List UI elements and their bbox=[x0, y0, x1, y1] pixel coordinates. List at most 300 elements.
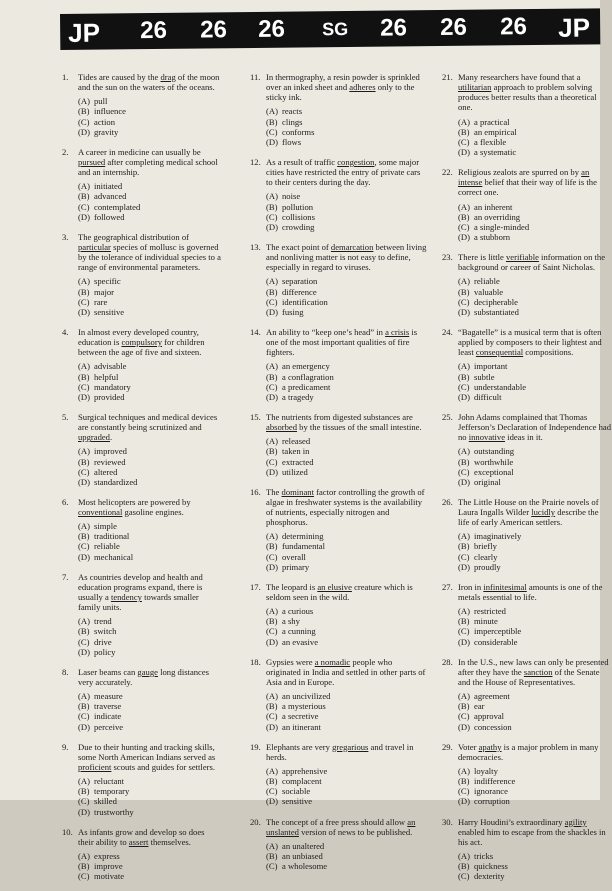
answer-options bbox=[458, 606, 612, 647]
option-text: a conflagration bbox=[282, 371, 334, 382]
option-letter: (B) bbox=[78, 786, 90, 797]
answer-option bbox=[266, 861, 428, 871]
option-letter: (A) bbox=[266, 691, 278, 702]
option-text: pull bbox=[94, 96, 108, 107]
underlined-word: adheres bbox=[349, 82, 376, 93]
answer-option bbox=[266, 202, 428, 212]
answer-option bbox=[458, 222, 612, 232]
answer-option bbox=[458, 297, 612, 307]
option-letter: (A) bbox=[266, 436, 278, 447]
option-text: indifference bbox=[474, 776, 516, 787]
answer-options bbox=[266, 436, 428, 477]
underlined-word: pursued bbox=[78, 156, 106, 167]
answer-option bbox=[78, 382, 222, 392]
answer-option bbox=[458, 606, 612, 616]
answer-option bbox=[458, 776, 612, 786]
question-number: 19. bbox=[250, 741, 261, 752]
question-item bbox=[62, 327, 222, 402]
question-item bbox=[442, 167, 612, 242]
option-letter: (B) bbox=[266, 446, 278, 457]
header-number: 26 bbox=[258, 15, 286, 43]
question-item bbox=[250, 657, 428, 732]
answer-option bbox=[458, 701, 612, 711]
header-number: 26 bbox=[380, 14, 408, 42]
question-number: 13. bbox=[250, 241, 261, 252]
answer-option bbox=[458, 861, 612, 871]
option-text: minute bbox=[474, 616, 498, 627]
option-text: indicate bbox=[94, 711, 122, 722]
answer-options bbox=[458, 202, 612, 243]
option-letter: (D) bbox=[458, 796, 470, 807]
question-item bbox=[62, 667, 222, 732]
answer-option bbox=[458, 382, 612, 392]
option-letter: (B) bbox=[78, 191, 90, 202]
question-item bbox=[442, 657, 612, 732]
option-text: trend bbox=[94, 616, 112, 627]
underlined-word: gauge bbox=[137, 666, 158, 677]
question-text-after: compositions. bbox=[523, 347, 574, 358]
option-text: traverse bbox=[94, 701, 122, 712]
option-text: released bbox=[282, 436, 311, 447]
option-text: concession bbox=[474, 721, 512, 732]
question-item bbox=[250, 742, 428, 807]
answer-option bbox=[458, 796, 612, 806]
option-letter: (C) bbox=[458, 136, 470, 147]
option-letter: (A) bbox=[458, 276, 470, 287]
question-item bbox=[250, 72, 428, 147]
answer-options bbox=[266, 841, 428, 871]
question-text bbox=[266, 157, 428, 187]
answer-option bbox=[78, 457, 222, 467]
option-text: separation bbox=[282, 276, 318, 287]
question-item bbox=[250, 412, 428, 477]
underlined-word: tendency bbox=[110, 592, 142, 603]
option-text: reluctant bbox=[94, 776, 125, 787]
answer-option bbox=[266, 626, 428, 636]
question-text bbox=[78, 412, 222, 442]
option-text: an evasive bbox=[282, 636, 319, 647]
question-text bbox=[458, 582, 612, 602]
question-item bbox=[62, 827, 222, 882]
answer-option bbox=[78, 117, 222, 127]
option-text: skilled bbox=[94, 796, 117, 807]
option-text: considerable bbox=[474, 636, 518, 647]
question-text-after: version of news to be published. bbox=[298, 826, 413, 837]
question-text bbox=[458, 412, 612, 442]
question-text-before: Laser beams can bbox=[78, 666, 138, 677]
answer-option bbox=[458, 691, 612, 701]
question-text-before: An ability to “keep one’s head” in bbox=[266, 326, 386, 337]
option-letter: (D) bbox=[266, 721, 278, 732]
question-text-after: belief that their way of life is the correct one. bbox=[458, 177, 597, 198]
answer-option bbox=[458, 276, 612, 286]
question-number: 15. bbox=[250, 411, 261, 422]
question-text-before: In almost every developed country, education is bbox=[78, 326, 199, 348]
option-text: trustworthy bbox=[94, 806, 134, 817]
question-text-before: Most helicopters are powered by bbox=[78, 496, 191, 507]
option-text: an empirical bbox=[474, 126, 517, 137]
question-text-before: A career in medicine can usually be bbox=[78, 146, 201, 157]
answer-option bbox=[458, 786, 612, 796]
option-letter: (D) bbox=[458, 476, 470, 487]
question-number: 22. bbox=[442, 167, 453, 178]
option-letter: (D) bbox=[266, 796, 278, 807]
question-text bbox=[458, 657, 612, 687]
question-item bbox=[442, 817, 612, 882]
question-number: 18. bbox=[250, 656, 261, 667]
option-letter: (D) bbox=[78, 806, 90, 817]
option-letter: (B) bbox=[458, 616, 470, 627]
answer-option bbox=[266, 701, 428, 711]
question-item bbox=[250, 242, 428, 317]
option-text: influence bbox=[94, 106, 126, 117]
option-text: noise bbox=[282, 191, 301, 202]
underlined-word: infinitesimal bbox=[483, 581, 527, 592]
option-letter: (C) bbox=[78, 711, 90, 722]
answer-option bbox=[266, 361, 428, 371]
question-item bbox=[442, 252, 612, 317]
question-text-before: “Bagatelle” is a musical term that is often applied by composers to their lightest and least bbox=[458, 326, 602, 358]
option-letter: (D) bbox=[266, 221, 278, 232]
option-letter: (C) bbox=[458, 381, 470, 392]
option-text: an inherent bbox=[474, 201, 513, 212]
option-text: reviewed bbox=[94, 456, 126, 467]
header-jp: JP bbox=[68, 17, 101, 48]
answer-options bbox=[78, 96, 222, 137]
header-number: 26 bbox=[200, 16, 228, 44]
column-1 bbox=[62, 72, 222, 891]
option-text: contemplated bbox=[94, 201, 141, 212]
option-text: proudly bbox=[474, 561, 501, 572]
answer-option bbox=[78, 722, 222, 732]
option-letter: (A) bbox=[458, 851, 470, 861]
answer-options bbox=[458, 117, 612, 158]
underlined-word: sanction bbox=[523, 666, 553, 677]
option-letter: (B) bbox=[266, 116, 278, 127]
question-text bbox=[458, 497, 612, 527]
question-text-after: approach to problem solving produces better results than a theoretical one. bbox=[458, 82, 597, 113]
option-letter: (C) bbox=[78, 541, 90, 552]
answer-option bbox=[458, 616, 612, 626]
underlined-word: absorbed bbox=[266, 422, 298, 433]
underlined-word: innovative bbox=[468, 432, 506, 443]
option-letter: (A) bbox=[78, 521, 90, 532]
answer-option bbox=[78, 446, 222, 456]
option-text: an overriding bbox=[474, 211, 521, 222]
option-text: a flexible bbox=[474, 136, 507, 147]
question-text bbox=[266, 742, 428, 762]
option-text: difficult bbox=[474, 391, 502, 402]
option-text: provided bbox=[94, 391, 125, 402]
question-text bbox=[266, 412, 428, 432]
option-text: determining bbox=[282, 531, 324, 542]
option-text: motivate bbox=[94, 871, 125, 882]
answer-options bbox=[78, 521, 222, 562]
option-text: a predicament bbox=[282, 381, 331, 392]
option-letter: (B) bbox=[266, 616, 278, 627]
option-letter: (A) bbox=[266, 531, 278, 542]
question-item bbox=[442, 72, 612, 157]
question-text bbox=[266, 487, 428, 528]
question-text-before: In the U.S., new laws can only be presented after they have the bbox=[458, 656, 609, 677]
header-number: 26 bbox=[500, 13, 528, 41]
answer-option bbox=[458, 127, 612, 137]
option-text: sensitive bbox=[94, 306, 125, 317]
option-letter: (C) bbox=[78, 871, 90, 882]
option-letter: (A) bbox=[78, 616, 90, 627]
answer-options bbox=[78, 691, 222, 732]
option-text: measure bbox=[94, 691, 123, 702]
option-letter: (C) bbox=[458, 871, 470, 882]
option-text: action bbox=[94, 116, 115, 127]
answer-options bbox=[78, 361, 222, 402]
question-text bbox=[266, 242, 428, 272]
answer-option bbox=[458, 637, 612, 647]
answer-option bbox=[266, 382, 428, 392]
answer-option bbox=[458, 711, 612, 721]
answer-option bbox=[266, 851, 428, 861]
option-letter: (D) bbox=[78, 646, 90, 657]
option-letter: (B) bbox=[458, 126, 470, 137]
option-letter: (C) bbox=[78, 466, 90, 477]
option-letter: (A) bbox=[78, 96, 90, 107]
question-text-after: of the Senate and the House of Representatives. bbox=[458, 666, 600, 688]
underlined-word: proficient bbox=[78, 762, 112, 773]
answer-option bbox=[78, 276, 222, 286]
question-item bbox=[62, 147, 222, 222]
question-item bbox=[250, 327, 428, 402]
option-letter: (D) bbox=[458, 231, 470, 242]
option-text: restricted bbox=[474, 606, 506, 617]
question-number: 9. bbox=[62, 741, 69, 752]
answer-option bbox=[266, 307, 428, 317]
question-number: 20. bbox=[250, 816, 261, 827]
option-letter: (A) bbox=[78, 181, 90, 192]
question-text-after: , some major cities have restricted the entry of private cars to their centers during the day. bbox=[266, 156, 421, 188]
underlined-word: particular bbox=[78, 241, 111, 252]
question-text-after: long distances very accurately. bbox=[78, 666, 210, 688]
question-item bbox=[62, 412, 222, 487]
question-number: 12. bbox=[250, 156, 261, 167]
answer-option bbox=[78, 467, 222, 477]
answer-options bbox=[266, 766, 428, 807]
question-text-before: Elephants are very bbox=[266, 741, 333, 752]
option-letter: (D) bbox=[266, 561, 278, 572]
question-text bbox=[266, 72, 428, 102]
answer-option bbox=[458, 766, 612, 776]
answer-option bbox=[78, 127, 222, 137]
option-letter: (A) bbox=[78, 691, 90, 702]
question-text-before: In thermography, a resin powder is sprinkled over an inked sheet and bbox=[266, 72, 420, 93]
option-text: identification bbox=[282, 296, 328, 307]
answer-option bbox=[458, 372, 612, 382]
option-text: a stubborn bbox=[474, 231, 511, 242]
option-letter: (B) bbox=[458, 776, 470, 787]
option-text: important bbox=[474, 361, 508, 372]
option-letter: (D) bbox=[458, 146, 470, 157]
question-text-after: factor controlling the growth of algae in freshwater systems is the availability of nutrients, especially nitrogen and phosphorus. bbox=[266, 486, 425, 528]
question-text-before: The concept of a free press should allow bbox=[266, 816, 408, 827]
question-number: 24. bbox=[442, 326, 453, 337]
option-letter: (A) bbox=[78, 776, 90, 787]
option-letter: (A) bbox=[266, 276, 278, 287]
option-text: apprehensive bbox=[282, 766, 328, 777]
answer-option bbox=[266, 436, 428, 446]
option-letter: (B) bbox=[78, 861, 90, 872]
option-text: utilized bbox=[282, 466, 308, 477]
option-text: ear bbox=[474, 701, 485, 712]
option-text: dexterity bbox=[474, 871, 505, 882]
header-sg: SG bbox=[322, 18, 349, 40]
answer-option bbox=[266, 562, 428, 572]
question-number: 14. bbox=[250, 326, 261, 337]
question-text-after: amounts is one of the metals essential to life. bbox=[458, 581, 603, 603]
question-text bbox=[266, 817, 428, 837]
option-letter: (A) bbox=[458, 116, 470, 127]
answer-option bbox=[266, 212, 428, 222]
option-text: briefly bbox=[474, 541, 497, 552]
option-letter: (D) bbox=[78, 476, 90, 487]
answer-options bbox=[458, 361, 612, 402]
option-text: corruption bbox=[474, 796, 510, 807]
running-header bbox=[60, 8, 600, 50]
option-letter: (B) bbox=[266, 201, 278, 212]
option-letter: (B) bbox=[78, 531, 90, 542]
answer-option bbox=[458, 446, 612, 456]
option-letter: (B) bbox=[266, 371, 278, 382]
answer-option bbox=[458, 232, 612, 242]
answer-option bbox=[78, 372, 222, 382]
option-text: followed bbox=[94, 211, 125, 222]
question-number: 11. bbox=[250, 72, 261, 82]
answer-option bbox=[266, 796, 428, 806]
question-text bbox=[78, 572, 222, 613]
option-text: a cunning bbox=[282, 626, 316, 637]
question-number: 1. bbox=[62, 72, 69, 82]
question-item bbox=[62, 232, 222, 317]
answer-option bbox=[458, 722, 612, 732]
answer-option bbox=[266, 531, 428, 541]
option-text: ignorance bbox=[474, 786, 508, 797]
option-letter: (D) bbox=[458, 561, 470, 572]
option-text: a systematic bbox=[474, 146, 517, 157]
option-letter: (B) bbox=[266, 776, 278, 787]
option-letter: (B) bbox=[266, 541, 278, 552]
answer-option bbox=[458, 626, 612, 636]
option-text: imaginatively bbox=[474, 531, 522, 542]
answer-option bbox=[458, 871, 612, 881]
option-letter: (C) bbox=[458, 786, 470, 797]
answer-option bbox=[458, 117, 612, 127]
answer-option bbox=[78, 477, 222, 487]
answer-option bbox=[458, 307, 612, 317]
option-letter: (C) bbox=[266, 551, 278, 562]
question-number: 5. bbox=[62, 411, 69, 422]
answer-option bbox=[266, 711, 428, 721]
question-number: 21. bbox=[442, 72, 453, 82]
underlined-word: apathy bbox=[478, 741, 502, 752]
option-text: subtle bbox=[474, 371, 495, 382]
option-letter: (C) bbox=[458, 551, 470, 562]
answer-option bbox=[78, 96, 222, 106]
option-text: collisions bbox=[282, 211, 315, 222]
option-text: a single-minded bbox=[474, 221, 530, 232]
question-text bbox=[266, 327, 428, 357]
question-text-after: is a major problem in many democracies. bbox=[458, 741, 599, 762]
question-text bbox=[78, 742, 222, 772]
question-text-after: people who originated in India and settled in other parts of Asia and in Europe. bbox=[266, 656, 426, 688]
option-letter: (B) bbox=[78, 106, 90, 117]
answer-option bbox=[458, 467, 612, 477]
answer-option bbox=[266, 191, 428, 201]
answer-option bbox=[78, 392, 222, 402]
question-item bbox=[442, 742, 612, 807]
option-text: a shy bbox=[282, 616, 300, 627]
option-letter: (C) bbox=[78, 381, 90, 392]
option-letter: (D) bbox=[266, 391, 278, 402]
answer-option bbox=[458, 477, 612, 487]
answer-option bbox=[266, 616, 428, 626]
underlined-word: an elusive bbox=[317, 581, 352, 592]
option-letter: (A) bbox=[458, 201, 470, 212]
option-letter: (A) bbox=[266, 766, 278, 777]
option-letter: (B) bbox=[458, 701, 470, 712]
question-item bbox=[442, 582, 612, 647]
answer-option bbox=[78, 711, 222, 721]
option-letter: (C) bbox=[78, 296, 90, 307]
option-text: fusing bbox=[282, 306, 304, 317]
answer-option bbox=[78, 776, 222, 786]
answer-option bbox=[78, 181, 222, 191]
option-text: an unaltered bbox=[282, 840, 325, 851]
option-text: express bbox=[94, 851, 120, 861]
option-text: original bbox=[474, 476, 501, 487]
header-jp: JP bbox=[558, 12, 591, 43]
question-number: 25. bbox=[442, 411, 453, 422]
answer-option bbox=[458, 562, 612, 572]
answer-option bbox=[78, 191, 222, 201]
option-letter: (A) bbox=[458, 361, 470, 372]
option-text: major bbox=[94, 286, 115, 297]
underlined-word: drag bbox=[160, 72, 176, 82]
answer-option bbox=[78, 807, 222, 817]
answer-options bbox=[78, 446, 222, 487]
option-text: imperceptible bbox=[474, 626, 522, 637]
question-item bbox=[250, 817, 428, 872]
option-text: taken in bbox=[282, 446, 310, 457]
underlined-word: lucidly bbox=[531, 507, 556, 518]
question-text bbox=[458, 817, 612, 847]
question-number: 29. bbox=[442, 741, 453, 752]
option-letter: (B) bbox=[458, 861, 470, 872]
option-letter: (B) bbox=[266, 286, 278, 297]
option-letter: (B) bbox=[78, 701, 90, 712]
option-letter: (A) bbox=[458, 531, 470, 542]
option-text: flows bbox=[282, 136, 302, 147]
question-text bbox=[78, 497, 222, 517]
option-text: an unbiased bbox=[282, 851, 323, 861]
question-item bbox=[442, 497, 612, 572]
question-text-before: Religious zealots are spurred on by bbox=[458, 167, 582, 178]
underlined-word: upgraded bbox=[78, 432, 110, 443]
answer-option bbox=[266, 297, 428, 307]
answer-options bbox=[458, 691, 612, 732]
answer-option bbox=[78, 541, 222, 551]
question-number: 26. bbox=[442, 496, 453, 507]
question-text bbox=[78, 667, 222, 687]
option-text: switch bbox=[94, 626, 117, 637]
option-text: a curious bbox=[282, 606, 314, 617]
